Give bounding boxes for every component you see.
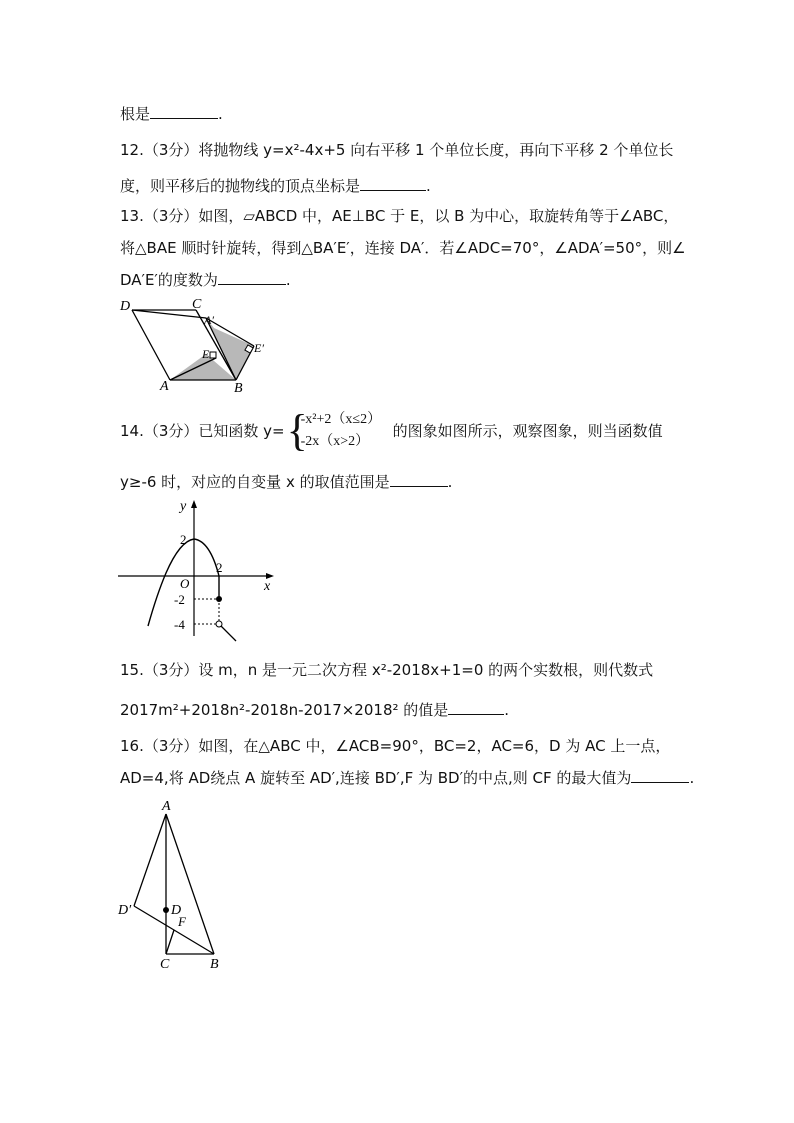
- q15-text: 2017m²+2018n²-2018n-2017×2018² 的值是: [120, 701, 449, 719]
- answer-blank: [218, 270, 286, 285]
- q14-line1: [120, 405, 663, 455]
- tick-label-x-2: 2: [216, 560, 223, 575]
- label-C: C: [192, 297, 202, 312]
- q14-line2: [120, 472, 452, 492]
- q14-prefix: 14.（3分）已知函数 y=: [120, 422, 285, 440]
- label-D: D: [171, 903, 182, 918]
- axis-label-y: y: [180, 499, 187, 514]
- answer-blank: [390, 472, 448, 487]
- q15-end: .: [504, 701, 510, 719]
- label-E: E: [202, 347, 210, 361]
- q13-parallelogram-figure: [118, 296, 278, 396]
- q13-text: DA′E′的度数为: [120, 271, 218, 289]
- q16-line1: 16.（3分）如图，在△ABC 中，∠ACB=90°，BC=2，AC=6，D 为 AC 上一点，: [120, 737, 671, 755]
- q14-suffix: 的图象如图所示，观察图象，则当函数值: [392, 422, 663, 440]
- q16-text: AD=4,将 AD绕点 A 旋转至 AD′,连接 BD′,F 为 BD′的中点,则 CF 的最大值为: [120, 769, 632, 787]
- q13-end: .: [285, 271, 291, 289]
- q13-line3: [120, 270, 291, 290]
- q16-line2: [120, 768, 694, 788]
- label-B: B: [210, 957, 219, 972]
- tick-label-y-2: 2: [180, 532, 187, 547]
- label-B: B: [234, 381, 243, 396]
- q13-line2: 将△BAE 顺时针旋转，得到△BA′E′，连接 DA′．若∠ADC=70°，∠ADA′=50°，则∠: [120, 239, 686, 257]
- answer-blank: [631, 768, 689, 783]
- q13-line1: 13.（3分）如图，▱ABCD 中，AE⊥BC 于 E，以 B 为中心，取旋转角等于∠ABC，: [120, 207, 679, 225]
- q12-text: 度，则平移后的抛物线的顶点坐标是: [120, 177, 361, 195]
- q14-function-graph: [118, 496, 280, 642]
- label-C: C: [160, 957, 170, 972]
- q11-text: 根是: [120, 105, 151, 123]
- label-E-prime: E′: [254, 341, 264, 355]
- brace-icon: {: [286, 405, 308, 455]
- origin-label: O: [180, 576, 190, 591]
- q15-line1: 15.（3分）设 m，n 是一元二次方程 x²-2018x+1=0 的两个实数根，则代数式: [120, 661, 654, 679]
- q11-end: .: [218, 105, 223, 123]
- piece-2: -2x（x>2）: [300, 433, 370, 449]
- q15-line2: [120, 700, 509, 720]
- q16-end: .: [689, 769, 695, 787]
- label-A: A: [160, 379, 169, 394]
- q12-line1: 12.（3分）将抛物线 y=x²-4x+5 向右平移 1 个单位长度，再向下平移 2 个单位长: [120, 141, 674, 159]
- answer-blank: [448, 700, 504, 715]
- label-D: D: [120, 299, 131, 314]
- piecewise-function: [286, 405, 391, 455]
- label-F: F: [178, 914, 186, 929]
- answer-blank: [360, 176, 426, 191]
- q14-text: y≥-6 时，对应的自变量 x 的取值范围是: [120, 473, 390, 491]
- label-A: A: [162, 799, 171, 814]
- q12-end: .: [426, 177, 431, 195]
- piece-1: -x²+2（x≤2）: [300, 411, 382, 427]
- q12-line2: [120, 176, 431, 196]
- q16-triangle-figure: [116, 796, 226, 972]
- tick-label-y-minus-4: -4: [174, 617, 185, 632]
- tick-label-y-minus-2: -2: [174, 592, 185, 607]
- axis-label-x: x: [264, 579, 271, 594]
- answer-blank: [150, 104, 218, 119]
- q14-end: .: [447, 473, 453, 491]
- label-D-prime: D′: [118, 903, 132, 918]
- q11-tail: [120, 104, 223, 124]
- label-A-prime: A′: [204, 313, 214, 327]
